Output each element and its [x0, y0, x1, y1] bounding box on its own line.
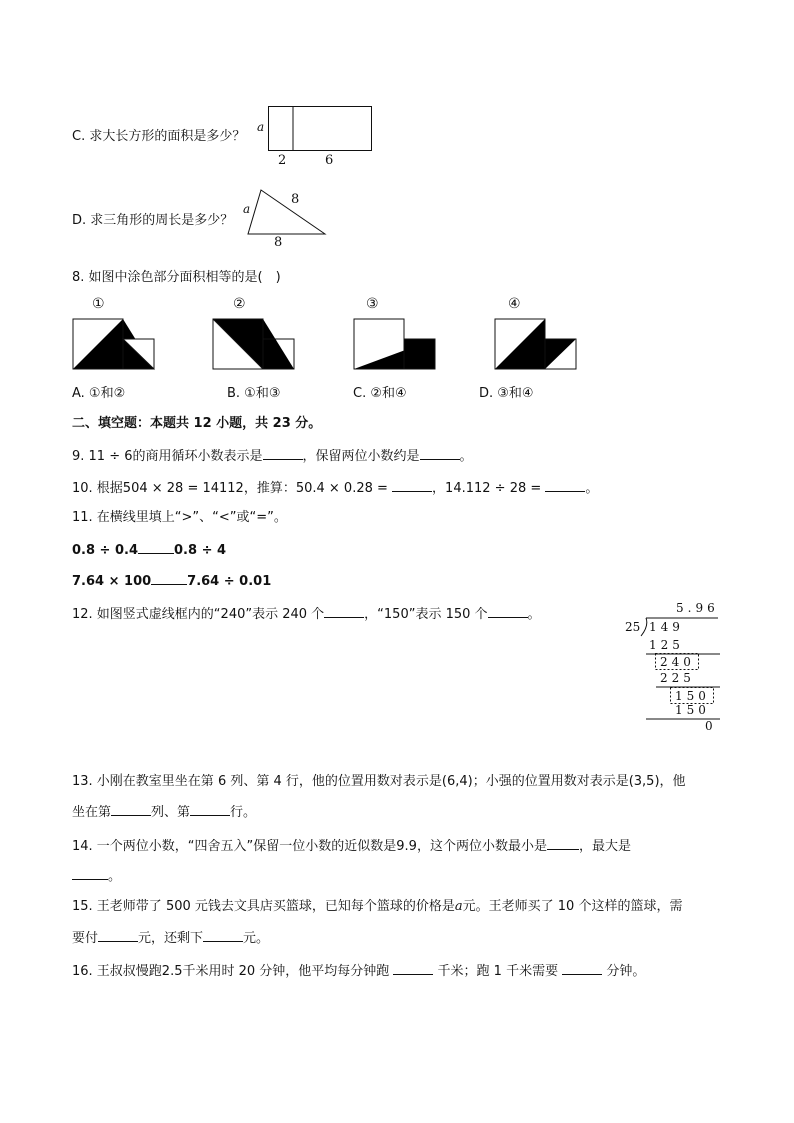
section-heading: 二、填空题：本题共 12 小题，共 23 分。: [72, 416, 322, 431]
q15-line2: [72, 929, 269, 947]
q8-option-d: D. ③和④: [479, 386, 534, 401]
q14-line1: [72, 837, 631, 855]
q15-line1-a: 15. 王老师带了 500 元钱去文具店买篮球，已知每个篮球的价格是: [72, 899, 455, 914]
q12-part2: ，“150”表示 150 个: [364, 607, 488, 622]
q12-blank-1[interactable]: [324, 605, 364, 618]
q13-line2: [72, 803, 256, 821]
q8-stem: 8. 如图中涂色部分面积相等的是( ): [72, 270, 281, 285]
q14-line2: [72, 867, 121, 885]
q8-figure-3: [353, 318, 437, 371]
q15-line2-a: 要付: [72, 931, 99, 946]
q13-line1: 13. 小刚在教室里坐在第 6 列、第 4 行，他的位置用数对表示是(6,4)；小强的位置用数对表示是(3,5)，他: [72, 774, 686, 789]
division-remainder: 0: [705, 719, 717, 733]
q15-line2-c: 元。: [243, 931, 270, 946]
q7c-side-label: a: [257, 120, 265, 134]
q15-line1-b: 元。王老师买了 10 个这样的篮球，需: [462, 899, 683, 914]
q8-fig-label-3: ③: [366, 296, 379, 312]
q16-part1: 16. 王叔叔慢跑2.5千米用时 20 分钟，他平均每分钟跑: [72, 964, 394, 979]
division-line-4: 150: [675, 689, 710, 703]
q7c-text: C. 求大长方形的面积是多少？: [72, 129, 246, 144]
q8-fig-label-2: ②: [233, 296, 246, 312]
q8-figure-2: [212, 318, 296, 371]
q9: [72, 447, 473, 465]
q7d-side-a: a: [243, 202, 251, 216]
q7d-side-base: 8: [274, 235, 283, 250]
q9-part3: 。: [459, 449, 473, 464]
q11-row1-left: 0.8 ÷ 0.4: [72, 543, 139, 558]
q8-figure-4: [494, 318, 578, 371]
q7d-triangle-figure: [247, 189, 327, 235]
q11-row2: [72, 572, 271, 590]
q11-row1: [72, 541, 226, 559]
q10-part2: ，14.112 ÷ 28 =: [432, 481, 546, 496]
division-line-3: 225: [660, 671, 695, 685]
q14-line2-end: 。: [108, 869, 122, 884]
q7c-width-2: 6: [325, 153, 334, 168]
q10-blank-1[interactable]: [392, 479, 432, 492]
division-divisor: 25: [625, 620, 641, 634]
q16-blank-1[interactable]: [393, 962, 433, 975]
division-dashed-box-1: [655, 653, 700, 671]
q12-blank-2[interactable]: [488, 605, 528, 618]
q7c-rectangle-figure: [268, 106, 373, 152]
q13-blank-2[interactable]: [190, 803, 230, 816]
q10-part1: 10. 根据504 × 28 = 14112，推算：50.4 × 0.28 =: [72, 481, 393, 496]
q14-blank-2[interactable]: [72, 867, 108, 880]
q7d-text: D. 求三角形的周长是多少？: [72, 213, 234, 228]
q13-line2-a: 坐在第: [72, 805, 112, 820]
q16-part3: 分钟。: [602, 964, 646, 979]
q11-blank-2[interactable]: [151, 572, 187, 585]
q12: [72, 605, 541, 623]
q7d-side-hyp: 8: [291, 192, 300, 207]
q11-stem: 11. 在横线里填上“>”、“<”或“=”。: [72, 510, 287, 525]
q8-option-b: B. ①和③: [227, 386, 281, 401]
q10-blank-2[interactable]: [545, 479, 585, 492]
q13-blank-1[interactable]: [111, 803, 151, 816]
q14-line1-a: 14. 一个两位小数，“四舍五入”保留一位小数的近似数是9.9，这个两位小数最小是: [72, 839, 547, 854]
q8-fig-label-4: ④: [508, 296, 521, 312]
q9-part2: ，保留两位小数约是: [302, 449, 420, 464]
q8-figure-1: [72, 318, 156, 371]
division-line-2: 240: [660, 655, 695, 669]
q9-part1: 9. 11 ÷ 6的商用循环小数表示是: [72, 449, 263, 464]
q11-row2-left: 7.64 × 100: [72, 574, 152, 589]
q9-blank-2[interactable]: [420, 447, 460, 460]
q7c-width-1: 2: [278, 153, 287, 168]
q11-blank-1[interactable]: [138, 541, 174, 554]
q8-fig-label-1: ①: [92, 296, 105, 312]
q11-row1-right: 0.8 ÷ 4: [174, 543, 227, 558]
q15-line2-b: 元，还剩下: [138, 931, 204, 946]
q13-line2-c: 行。: [230, 805, 257, 820]
q15-var: a: [454, 899, 463, 914]
q11-row2-right: 7.64 ÷ 0.01: [187, 574, 272, 589]
q8-option-c: C. ②和④: [353, 386, 407, 401]
division-line-5: 150: [675, 703, 710, 717]
q10: [72, 479, 598, 497]
q13-line2-b: 列、第: [151, 805, 191, 820]
q15-blank-2[interactable]: [203, 929, 243, 942]
q16-part2: 千米；跑 1 千米需要: [433, 964, 563, 979]
q10-part3: 。: [585, 481, 599, 496]
division-line-1: 125: [649, 638, 684, 652]
q9-blank-1[interactable]: [263, 447, 303, 460]
q16: [72, 962, 645, 980]
q12-part1: 12. 如图竖式虚线框内的“240”表示 240 个: [72, 607, 325, 622]
q14-blank-1[interactable]: [547, 837, 579, 850]
q15-line1: [72, 899, 682, 915]
q16-blank-2[interactable]: [562, 962, 602, 975]
q14-line1-b: ，最大是: [578, 839, 631, 854]
q12-part3: 。: [527, 607, 541, 622]
division-quotient: 5.96: [676, 601, 719, 615]
division-dividend: 149: [649, 620, 684, 634]
q15-blank-1[interactable]: [98, 929, 138, 942]
q8-option-a: A. ①和②: [72, 386, 126, 401]
